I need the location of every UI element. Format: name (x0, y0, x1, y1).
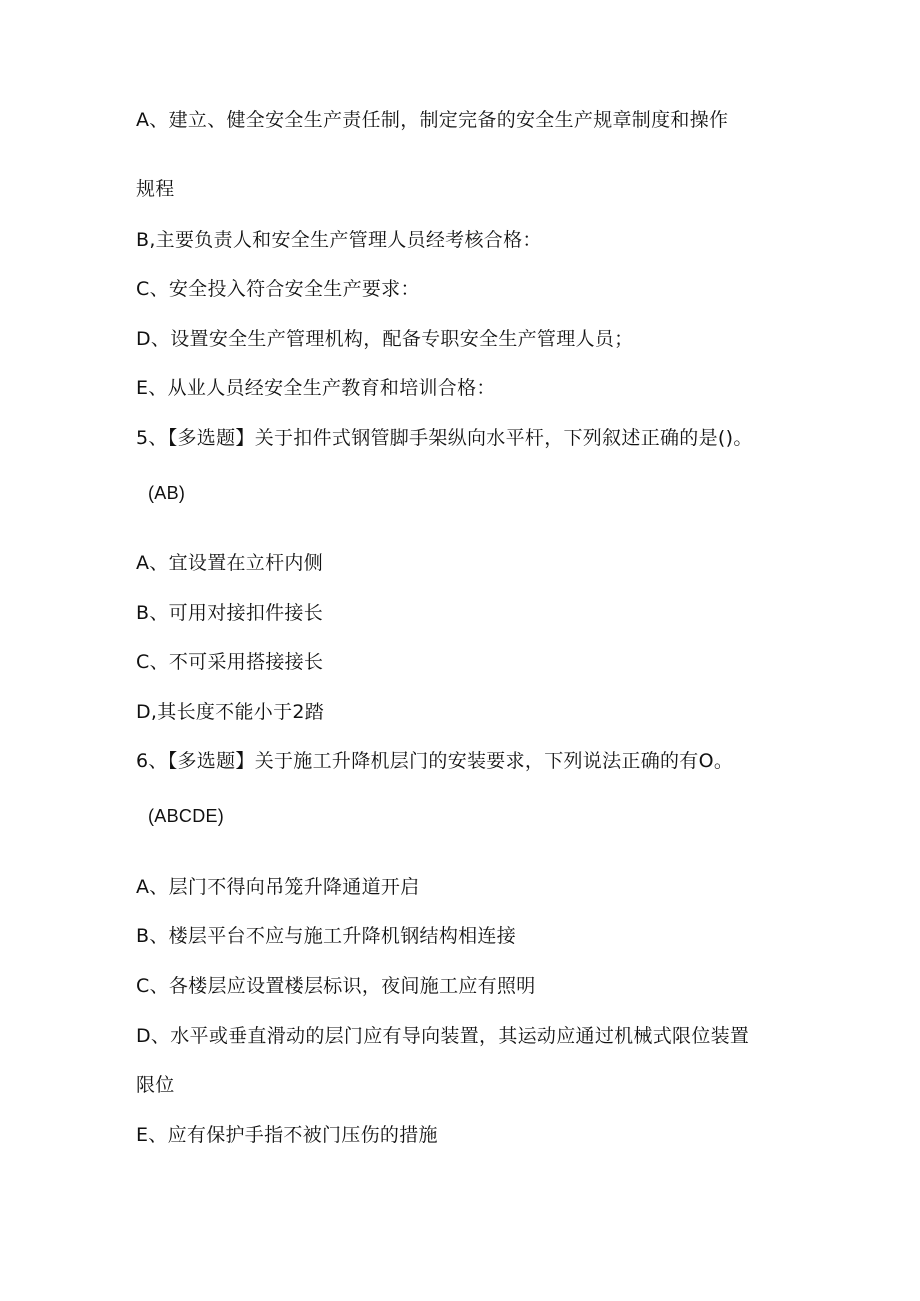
option-a-line-1: A、建立、健全安全生产责任制，制定完备的安全生产规章制度和操作 (136, 109, 729, 131)
question-6-answer: (ABCDE) (148, 806, 225, 826)
question-5: 5、【多选题】关于扣件式钢管脚手架纵向水平杆，下列叙述正确的是()。 (136, 427, 753, 449)
question-5-answer: (AB) (148, 483, 186, 503)
q6-option-a: A、层门不得向吊笼升降通道开启 (136, 876, 420, 898)
option-d: D、设置安全生产管理机构，配备专职安全生产管理人员； (136, 328, 634, 350)
q6-option-b: B、楼层平台不应与施工升降机钢结构相连接 (136, 925, 517, 947)
option-b: B,主要负责人和安全生产管理人员经考核合格： (136, 229, 542, 251)
q6-option-e: E、应有保护手指不被门压伤的措施 (136, 1124, 438, 1146)
question-6: 6、【多选题】关于施工升降机层门的安装要求，下列说法正确的有O。 (136, 750, 734, 772)
q5-option-c: C、不可采用搭接接长 (136, 651, 324, 673)
q6-option-d-line-2: 限位 (136, 1074, 175, 1096)
option-e: E、从业人员经安全生产教育和培训合格： (136, 377, 496, 399)
q5-option-b: B、可用对接扣件接长 (136, 602, 324, 624)
option-a-line-2: 规程 (136, 178, 175, 200)
q5-option-d: D,其长度不能小于2踏 (136, 701, 325, 723)
option-c: C、安全投入符合安全生产要求： (136, 278, 420, 300)
q6-option-c: C、各楼层应设置楼层标识，夜间施工应有照明 (136, 975, 536, 997)
q5-option-a: A、宜设置在立杆内侧 (136, 552, 323, 574)
q6-option-d-line-1: D、水平或垂直滑动的层门应有导向装置，其运动应通过机械式限位装置 (136, 1025, 750, 1047)
